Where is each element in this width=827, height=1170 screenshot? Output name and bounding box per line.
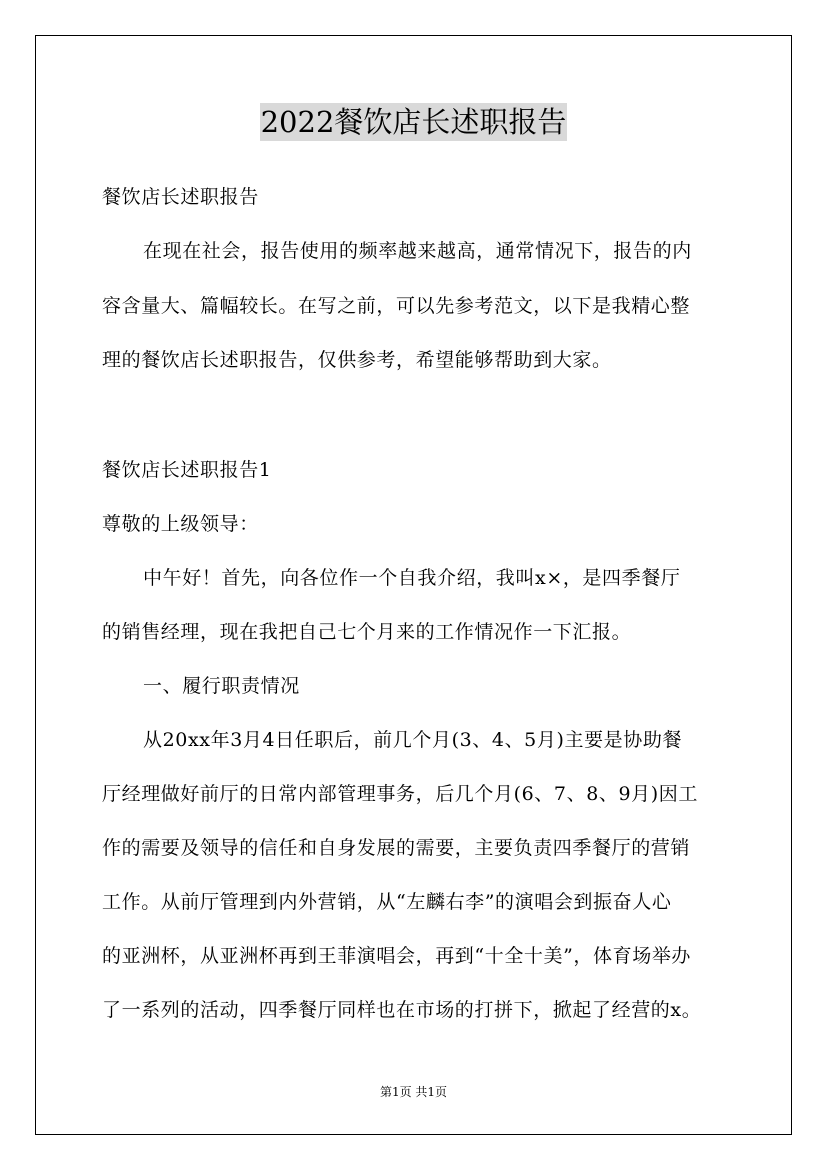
body-line: 作的需要及领导的信任和自身发展的需要，主要负责四季餐厅的营销 (102, 837, 691, 859)
document-title: 2022餐饮店长述职报告 (260, 105, 567, 139)
salutation: 尊敬的上级领导： (102, 513, 259, 535)
body-line: 厅经理做好前厅的日常内部管理事务，后几个月(6、7、8、9月)因工 (102, 783, 698, 805)
page-footer: 第1页 共1页 (379, 1085, 448, 1099)
intro-line: 在现在社会，报告使用的频率越来越高，通常情况下，报告的内 (143, 240, 692, 262)
greeting-line: 中午好！首先，向各位作一个自我介绍，我叫x×，是四季餐厅 (143, 567, 681, 589)
subheading: 一、履行职责情况 (143, 675, 300, 697)
body-line: 了一系列的活动，四季餐厅同样也在市场的打拼下，掀起了经营的x。 (102, 999, 702, 1021)
body-line: 的亚洲杯，从亚洲杯再到王菲演唱会，再到“十全十美”，体育场举办 (102, 945, 692, 967)
intro-line: 理的餐饮店长述职报告，仅供参考，希望能够帮助到大家。 (102, 349, 612, 371)
section-heading: 餐饮店长述职报告1 (102, 459, 272, 481)
body-line: 工作。从前厅管理到内外营销，从“左麟右李”的演唱会到振奋人心 (102, 891, 672, 913)
greeting-line: 的销售经理，现在我把自己七个月来的工作情况作一下汇报。 (102, 621, 632, 643)
body-line: 从20xx年3月4日任职后，前几个月(3、4、5月)主要是协助餐 (143, 729, 683, 751)
document-subtitle: 餐饮店长述职报告 (102, 186, 259, 208)
intro-line: 容含量大、篇幅较长。在写之前，可以先参考范文，以下是我精心整 (102, 295, 691, 317)
